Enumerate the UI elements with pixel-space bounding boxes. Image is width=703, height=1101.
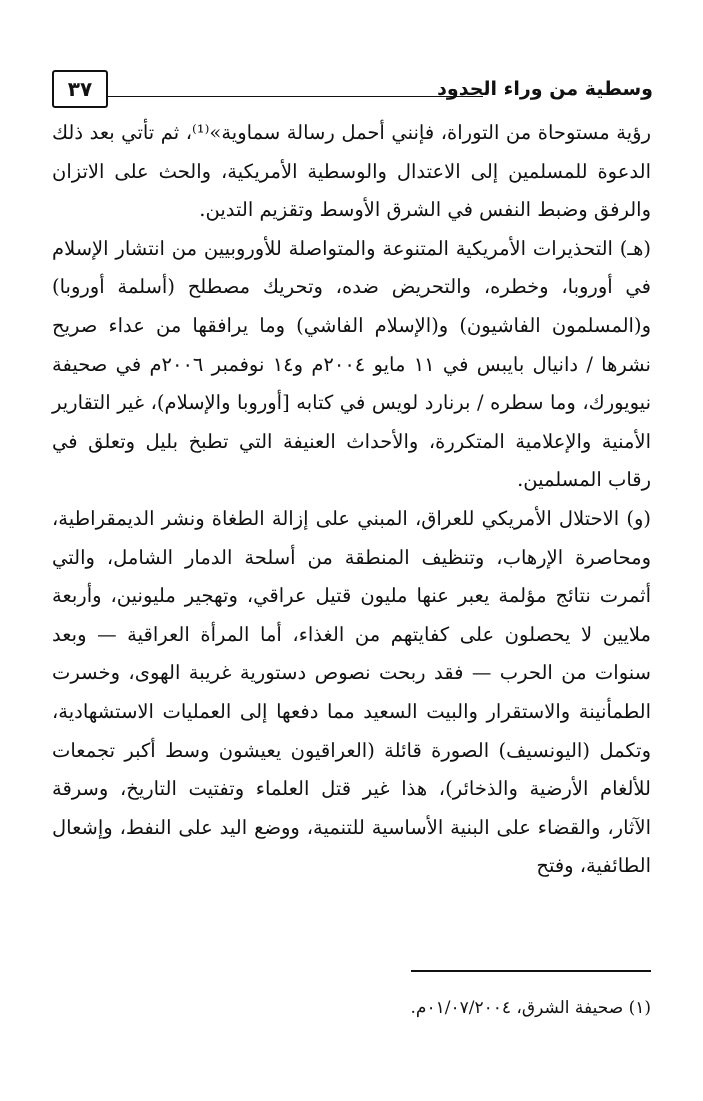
paragraph-2: (هـ) التحذيرات الأمريكية المتنوعة والمتواصلة للأوروبيين من انتشار الإسلام في أوروبا، وخطره، والتحريض ضده، وتحريك مصطلح (أسلمة أوروبا) و(المسلمون الفاشيون) و(الإسلام الفاشي) وما يرافقها من عداء صريح نشرها / دانيال بايبس في ١١ مايو ٢٠٠٤م و١٤ نوفمبر ٢٠٠٦م في صحيفة نيويورك، وما سطره / برنارد لويس في كتابه [أوروبا والإسلام)، غير التقارير الأمنية والإعلامية المتكررة، والأحداث العنيفة التي تطبخ بليل وتعلق في رقاب المسلمين. — [52, 236, 651, 492]
paragraph-3: (و) الاحتلال الأمريكي للعراق، المبني على إزالة الطغاة ونشر الديمقراطية، ومحاصرة الإرهاب، وتنظيف المنطقة من أسلحة الدمار الشامل، والتي أثمرت نتائج مؤلمة يعبر عنها مليون قتيل عراقي، وتهجير مليونين، وأربعة ملايين لا يحصلون على كفايتهم من الغذاء، أما المرأة العراقية — وبعد سنوات من الحرب — فقد ربحت نصوص دستورية غريبة الهوى، وخسرت الطمأنينة والاستقرار والبيت السعيد مما دفعها إلى العمليات الاستشهادية، وتكمل (اليونسيف) الصورة قائلة (العراقيون يعيشون وسط أكبر تجمعات للألغام الأرضية والذخائر)، هذا غير قتل العلماء وتفتيت التاريخ، وسرقة الآثار، والقضاء على البنية الأساسية للتنمية، ووضع اليد على النفط، وإشعال الطائفية، وفتح — [52, 506, 651, 878]
running-title: وسطية من وراء الحدود — [437, 78, 653, 100]
paragraph-1: رؤية مستوحاة من التوراة، فإنني أحمل رسالة سماوية»⁽¹⁾، ثم تأتي بعد ذلك الدعوة للمسلمين إلى الاعتدال والوسطية الأمريكية، والحث على الاتزان والرفق وضبط النفس في الشرق الأوسط وتقزيم التدين. — [52, 121, 651, 222]
header-rule — [108, 96, 483, 97]
page-number: ٣٧ — [52, 70, 108, 108]
body-text — [52, 114, 651, 886]
footnote: (١) صحيفة الشرق، ٠١/٠٧/٢٠٠٤م. — [410, 998, 651, 1018]
page-header — [52, 70, 653, 110]
footnote-rule — [411, 970, 651, 972]
